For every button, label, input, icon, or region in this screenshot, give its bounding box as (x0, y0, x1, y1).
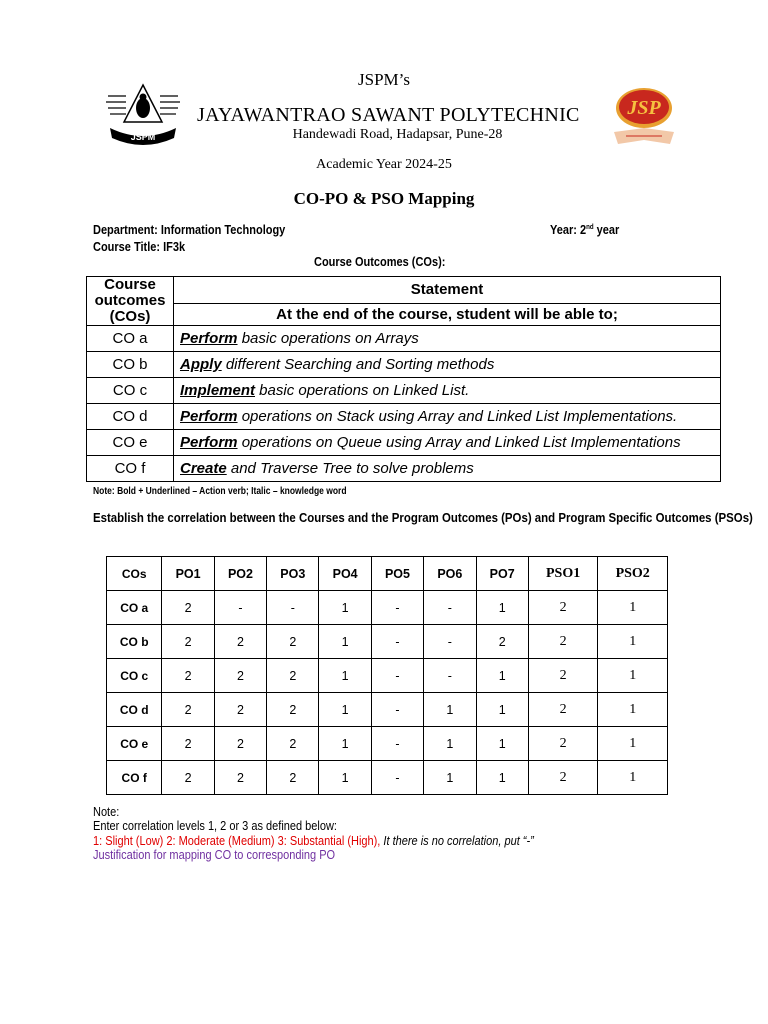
college-address: Handewadi Road, Hadapsar, Pune-28 (292, 127, 503, 142)
action-verb: Perform (180, 434, 238, 451)
note-justification: Justification for mapping CO to corresponding PO (93, 848, 336, 862)
mapping-value: 1 (319, 591, 371, 625)
mapping-row-co: CO d (107, 693, 162, 727)
mapping-value: 1 (424, 693, 476, 727)
action-verb: Perform (180, 330, 238, 347)
co-row (87, 404, 721, 430)
header-cell: PSO1 (528, 557, 598, 591)
header-cell: PO1 (162, 557, 214, 591)
mapping-value: 1 (598, 727, 668, 761)
mapping-value: 2 (162, 761, 214, 795)
header-cell: PSO2 (598, 557, 668, 591)
header-cell: PO5 (371, 557, 423, 591)
mapping-value: 1 (424, 727, 476, 761)
action-verb: Create (180, 460, 227, 477)
mapping-row-co: CO a (107, 591, 162, 625)
mapping-value: - (371, 591, 423, 625)
year-prefix: Year: 2 (550, 223, 587, 237)
mapping-value: 1 (476, 659, 528, 693)
mapping-row (107, 693, 668, 727)
legend-note: Note: Bold + Underlined – Action verb; Italic – knowledge word (93, 486, 347, 497)
correlation-instruction: Establish the correlation between the Courses and the Program Outcomes (POs) and Program Specific Outcomes (PSOs) (93, 510, 753, 525)
college-name: JAYAWANTRAO SAWANT POLYTECHNIC (197, 104, 580, 126)
mapping-row (107, 727, 668, 761)
org-name: JSPM’s (358, 70, 410, 89)
co-id: CO f (87, 456, 174, 482)
mapping-value: 2 (528, 761, 598, 795)
mapping-value: - (424, 591, 476, 625)
mapping-value: 2 (528, 659, 598, 693)
knowledge-text: operations on Stack using Array and Linked List Implementations. (237, 408, 678, 425)
mapping-value: - (371, 693, 423, 727)
header-cell: PO3 (267, 557, 319, 591)
header-row (107, 557, 668, 591)
mapping-row (107, 591, 668, 625)
logo-right-text: JSP (627, 97, 661, 119)
logo-left-text: JSPM (130, 132, 156, 142)
header-cell: COs (107, 557, 162, 591)
note-correlation-levels: Enter correlation levels 1, 2 or 3 as defined below: (93, 819, 337, 833)
co-row (87, 430, 721, 456)
mapping-value: 2 (528, 727, 598, 761)
co-id: CO c (87, 378, 174, 404)
header-cell: PO2 (214, 557, 266, 591)
mapping-value: - (424, 625, 476, 659)
mapping-value: 1 (598, 659, 668, 693)
mapping-value: 1 (476, 693, 528, 727)
mapping-value: 2 (162, 591, 214, 625)
mapping-value: 2 (528, 591, 598, 625)
mapping-value: 2 (162, 693, 214, 727)
year-label (550, 223, 619, 237)
mapping-value: 1 (319, 761, 371, 795)
mapping-value: - (371, 761, 423, 795)
mapping-value: 2 (267, 659, 319, 693)
mapping-row-co: CO f (107, 761, 162, 795)
mapping-row-co: CO b (107, 625, 162, 659)
co-statement (174, 326, 721, 352)
knowledge-text: operations on Queue using Array and Linked List Implementations (237, 434, 681, 451)
knowledge-text: different Searching and Sorting methods (221, 356, 495, 373)
mapping-value: 2 (528, 625, 598, 659)
mapping-value: 2 (214, 693, 266, 727)
mapping-value: 1 (476, 591, 528, 625)
mapping-value: 1 (598, 761, 668, 795)
mapping-value: 2 (476, 625, 528, 659)
co-id: CO b (87, 352, 174, 378)
document-title: CO-PO & PSO Mapping (293, 189, 475, 208)
note-label: Note: (93, 805, 120, 819)
mapping-value: 1 (319, 727, 371, 761)
mapping-value: 1 (319, 693, 371, 727)
knowledge-text: and Traverse Tree to solve problems (226, 460, 474, 477)
year-suffix: year (593, 223, 620, 237)
co-po-mapping-table (106, 556, 668, 795)
mapping-row (107, 625, 668, 659)
mapping-value: 1 (424, 761, 476, 795)
knowledge-text: basic operations on Arrays (237, 330, 419, 347)
year-superscript: nd (586, 223, 594, 231)
mapping-value: 2 (214, 761, 266, 795)
action-verb: Perform (180, 408, 238, 425)
mapping-value: 2 (214, 659, 266, 693)
mapping-row-co: CO c (107, 659, 162, 693)
mapping-value: 2 (267, 693, 319, 727)
mapping-row (107, 659, 668, 693)
co-row (87, 326, 721, 352)
mapping-value: - (424, 659, 476, 693)
mapping-value: 1 (598, 693, 668, 727)
department: Department: Information Technology (93, 223, 286, 237)
knowledge-text: basic operations on Linked List. (255, 382, 470, 399)
mapping-value: 2 (162, 625, 214, 659)
header-cell: PO6 (424, 557, 476, 591)
mapping-value: 2 (267, 761, 319, 795)
mapping-value: 2 (214, 625, 266, 659)
mapping-value: 2 (267, 727, 319, 761)
mapping-value: 1 (476, 727, 528, 761)
mapping-value: 2 (528, 693, 598, 727)
academic-year: Academic Year 2024-25 (316, 157, 452, 172)
mapping-value: 2 (267, 625, 319, 659)
co-column-header: Course outcomes (COs) (87, 277, 174, 326)
header-cell: PO7 (476, 557, 528, 591)
mapping-value: 2 (162, 659, 214, 693)
header-cell: PO4 (319, 557, 371, 591)
co-row (87, 456, 721, 482)
mapping-value: - (214, 591, 266, 625)
mapping-row-co: CO e (107, 727, 162, 761)
mapping-value: 1 (319, 625, 371, 659)
mapping-value: - (267, 591, 319, 625)
co-id: CO d (87, 404, 174, 430)
action-verb: Apply (180, 356, 222, 373)
co-row (87, 352, 721, 378)
note-level-definitions (93, 834, 534, 848)
co-statement (174, 456, 721, 482)
mapping-row (107, 761, 668, 795)
mapping-value: - (371, 659, 423, 693)
no-correlation-text: It there is no correlation, put “-” (380, 834, 534, 848)
mapping-value: - (371, 625, 423, 659)
mapping-value: 2 (162, 727, 214, 761)
course-outcomes-table (86, 276, 721, 482)
statement-subheader: At the end of the course, student will be able to; (174, 304, 721, 326)
mapping-value: 2 (214, 727, 266, 761)
level-definitions-text: 1: Slight (Low) 2: Moderate (Medium) 3: Substantial (High), (93, 834, 381, 848)
mapping-value: - (371, 727, 423, 761)
course-title: Course Title: IF3k (93, 240, 186, 254)
course-outcomes-heading: Course Outcomes (COs): (314, 255, 446, 269)
mapping-value: 1 (476, 761, 528, 795)
action-verb: Implement (180, 382, 256, 399)
mapping-value: 1 (319, 659, 371, 693)
co-statement (174, 430, 721, 456)
co-id: CO e (87, 430, 174, 456)
co-statement (174, 378, 721, 404)
statement-header: Statement (174, 277, 721, 304)
mapping-value: 1 (598, 591, 668, 625)
mapping-value: 1 (598, 625, 668, 659)
co-statement (174, 352, 721, 378)
co-row (87, 378, 721, 404)
co-statement (174, 404, 721, 430)
co-id: CO a (87, 326, 174, 352)
